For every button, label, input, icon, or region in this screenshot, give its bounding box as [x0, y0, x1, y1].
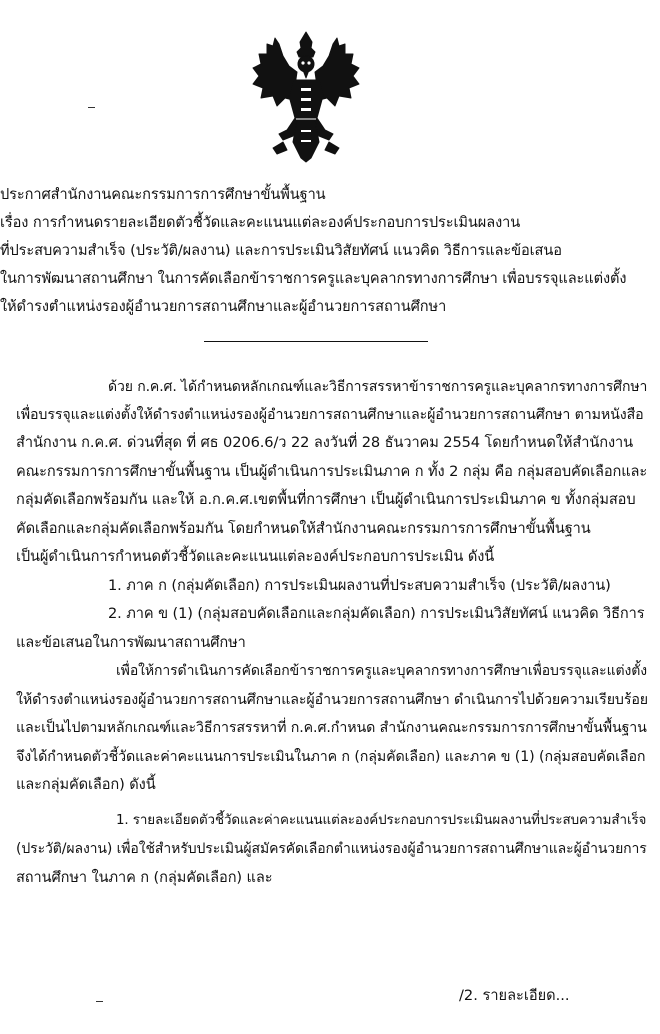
body-line: กลุ่มคัดเลือกพร้อมกัน และให้ อ.ก.ค.ศ.เขตพื้นที่การศึกษา เป็นผู้ดำเนินการประเมินภาค ข ทั้งกลุ่มสอบ	[16, 491, 636, 508]
garuda-emblem-icon	[243, 26, 369, 166]
body-line: จึงได้กำหนดตัวชี้วัดและค่าคะแนนการประเมินในภาค ก (กลุ่มคัดเลือก) และภาค ข (1) (กลุ่มสอบคัดเลือก	[16, 749, 646, 765]
subject-line: เรื่อง การกำหนดรายละเอียดตัวชี้วัดและคะแนนแต่ละองค์ประกอบการประเมินผลงาน	[0, 214, 521, 231]
body-line: คณะกรรมการการศึกษาขั้นพื้นฐาน เป็นผู้ดำเนินการประเมินภาค ก ทั้ง 2 กลุ่ม คือ กลุ่มสอบคัดเลือกและ	[16, 463, 648, 480]
body-line: ให้ดำรงตำแหน่งรองผู้อำนวยการสถานศึกษาและผู้อำนวยการสถานศึกษา ดำเนินการไปด้วยความเรียบร้อย	[16, 692, 648, 708]
margin-mark	[96, 1001, 103, 1002]
body-line: ด้วย ก.ค.ศ. ได้กำหนดหลักเกณฑ์และวิธีการสรรหาข้าราชการครูและบุคลากรทางการศึกษา	[108, 379, 648, 395]
list-item: 2. ภาค ข (1) (กลุ่มสอบคัดเลือกและกลุ่มคัดเลือก) การประเมินวิสัยทัศน์ แนวคิด วิธีการ	[108, 605, 645, 622]
body-line: เพื่อให้การดำเนินการคัดเลือกข้าราชการครูและบุคลากรทางการศึกษาเพื่อบรรจุและแต่งตั้ง	[116, 663, 647, 679]
divider-rule	[204, 341, 428, 342]
continuation-marker: /2. รายละเอียด...	[459, 987, 570, 1004]
body-line: และกลุ่มคัดเลือก) ดังนี้	[16, 776, 156, 793]
body-line: และเป็นไปตามหลักเกณฑ์และวิธีการสรรหาที่ ก.ค.ศ.กำหนด สำนักงานคณะกรรมการการศึกษาขั้นพื้นฐาน	[16, 720, 647, 736]
list-item: 1. รายละเอียดตัวชี้วัดและค่าคะแนนแต่ละองค์ประกอบการประเมินผลงานที่ประสบความสำเร็จ	[116, 813, 647, 828]
body-line: เพื่อบรรจุและแต่งตั้งให้ดำรงตำแหน่งรองผู้อำนวยการสถานศึกษาและผู้อำนวยการสถานศึกษา ตามหนังสือ	[16, 407, 644, 423]
subject-line: ให้ดำรงตำแหน่งรองผู้อำนวยการสถานศึกษาและผู้อำนวยการสถานศึกษา	[0, 298, 447, 315]
body-line: (ประวัติ/ผลงาน) เพื่อใช้สำหรับประเมินผู้สมัครคัดเลือกตำแหน่งรองผู้อำนวยการสถานศึกษาและผู้อำนวยการ	[16, 841, 647, 857]
body-line: เป็นผู้ดำเนินการกำหนดตัวชี้วัดและคะแนนแต่ละองค์ประกอบการประเมิน ดังนี้	[16, 548, 495, 565]
subject-line: ที่ประสบความสำเร็จ (ประวัติ/ผลงาน) และการประเมินวิสัยทัศน์ แนวคิด วิธีการและข้อเสนอ	[0, 242, 562, 259]
body-line: คัดเลือกและกลุ่มคัดเลือกพร้อมกัน โดยกำหนดให้สำนักงานคณะกรรมการการศึกษาขั้นพื้นฐาน	[16, 520, 591, 537]
announcement-title: ประกาศสำนักงานคณะกรรมการการศึกษาขั้นพื้นฐาน	[0, 186, 326, 203]
body-line: และข้อเสนอในการพัฒนาสถานศึกษา	[16, 634, 246, 651]
margin-mark	[88, 107, 95, 108]
subject-line: ในการพัฒนาสถานศึกษา ในการคัดเลือกข้าราชการครูและบุคลากรทางการศึกษา เพื่อบรรจุและแต่งตั้ง	[0, 270, 627, 287]
list-item: 1. ภาค ก (กลุ่มคัดเลือก) การประเมินผลงานที่ประสบความสำเร็จ (ประวัติ/ผลงาน)	[108, 577, 611, 594]
body-line: สำนักงาน ก.ค.ศ. ด่วนที่สุด ที่ ศธ 0206.6/ว 22 ลงวันที่ 28 ธันวาคม 2554 โดยกำหนดให้สำนักงาน	[16, 434, 633, 451]
body-line: สถานศึกษา ในภาค ก (กลุ่มคัดเลือก) และ	[16, 869, 273, 886]
